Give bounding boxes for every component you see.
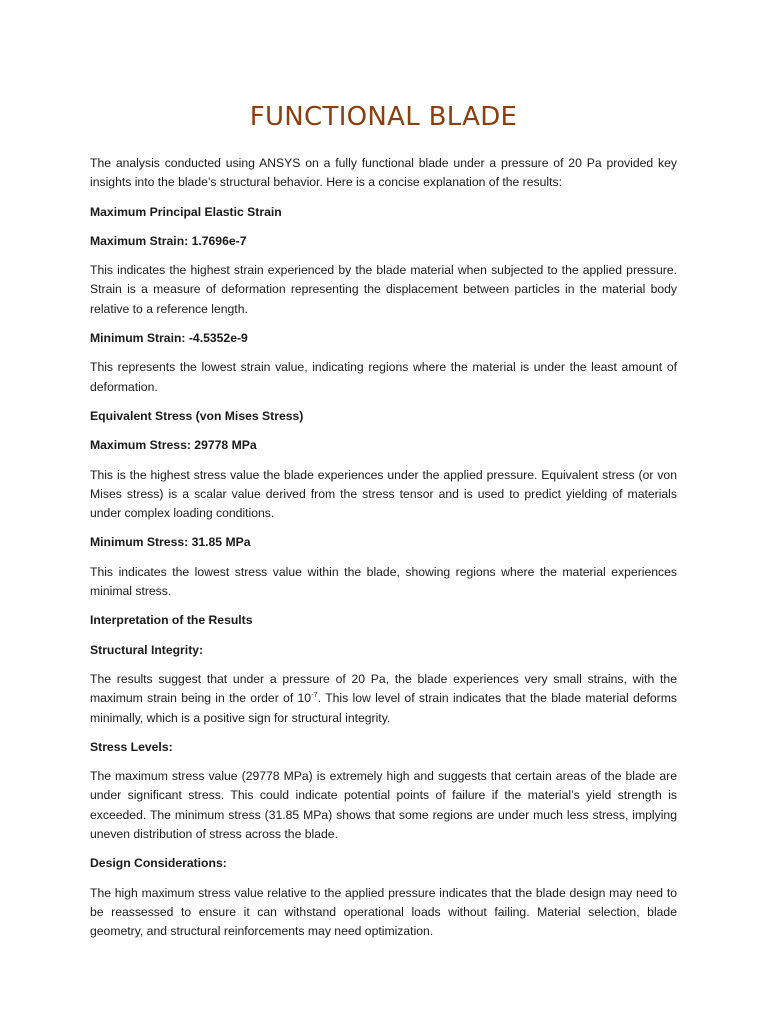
structural-integrity-text-end: . This low level of strain indicates that the blade material deforms minimally, which is a positive sign for structural integrity. bbox=[90, 691, 677, 725]
intro-paragraph: The analysis conducted using ANSYS on a fully functional blade under a pressure of 20 Pa provided key insights into the blade’s structural behavior. Here is a concise explanation of the results: bbox=[90, 156, 677, 190]
heading-minimum-stress: Minimum Stress: 31.85 MPa bbox=[90, 535, 251, 550]
document-title: FUNCTIONAL BLADE bbox=[249, 102, 518, 132]
paragraph-maximum-strain: This indicates the highest strain experienced by the blade material when subjected to the applied pressure. Strain is a measure of deformation representing the displacement between particles in the material body relative to a reference length. bbox=[90, 263, 677, 316]
heading-minimum-strain: Minimum Strain: -4.5352e-9 bbox=[90, 331, 248, 346]
paragraph-stress-levels: The maximum stress value (29778 MPa) is extremely high and suggests that certain areas of the blade are under significant stress. This could indicate potential points of failure if the material’s yield strength is exceeded. The minimum stress (31.85 MPa) shows that some regions are under much less stress, implying uneven distribution of stress across the blade. bbox=[90, 769, 677, 842]
heading-stress-levels: Stress Levels: bbox=[90, 739, 173, 754]
heading-structural-integrity: Structural Integrity: bbox=[90, 642, 204, 657]
structural-integrity-text-start: The results suggest that under a pressure of 20 Pa, the blade experiences very small strains, with the maximum strain being in the order of 10 bbox=[90, 671, 677, 706]
paragraph-structural-integrity bbox=[90, 670, 677, 728]
heading-maximum-strain: Maximum Strain: 1.7696e-7 bbox=[90, 233, 247, 248]
exponent-superscript: -7 bbox=[311, 690, 318, 700]
paragraph-minimum-stress: This indicates the lowest stress value within the blade, showing regions where the material experiences minimal stress. bbox=[90, 564, 677, 599]
paragraph-design-considerations: The high maximum stress value relative to the applied pressure indicates that the blade design may need to be reassessed to ensure it can withstand operational loads without failing. Material selection, blade geometry, and structural reinforcements may need optimization. bbox=[90, 885, 677, 939]
paragraph-maximum-stress: This is the highest stress value the blade experiences under the applied pressure. Equivalent stress (or von Mises stress) is a scalar value derived from the stress tensor and is used to predict yielding of materials under complex loading conditions. bbox=[90, 467, 677, 521]
heading-equivalent-stress: Equivalent Stress (von Mises Stress) bbox=[90, 408, 304, 423]
heading-max-principal-strain: Maximum Principal Elastic Strain bbox=[90, 204, 282, 219]
heading-maximum-stress: Maximum Stress: 29778 MPa bbox=[90, 438, 257, 453]
heading-interpretation: Interpretation of the Results bbox=[90, 613, 253, 628]
paragraph-minimum-strain: This represents the lowest strain value, indicating regions where the material is under the least amount of deformation. bbox=[90, 360, 677, 394]
heading-design-considerations: Design Considerations: bbox=[90, 856, 227, 871]
